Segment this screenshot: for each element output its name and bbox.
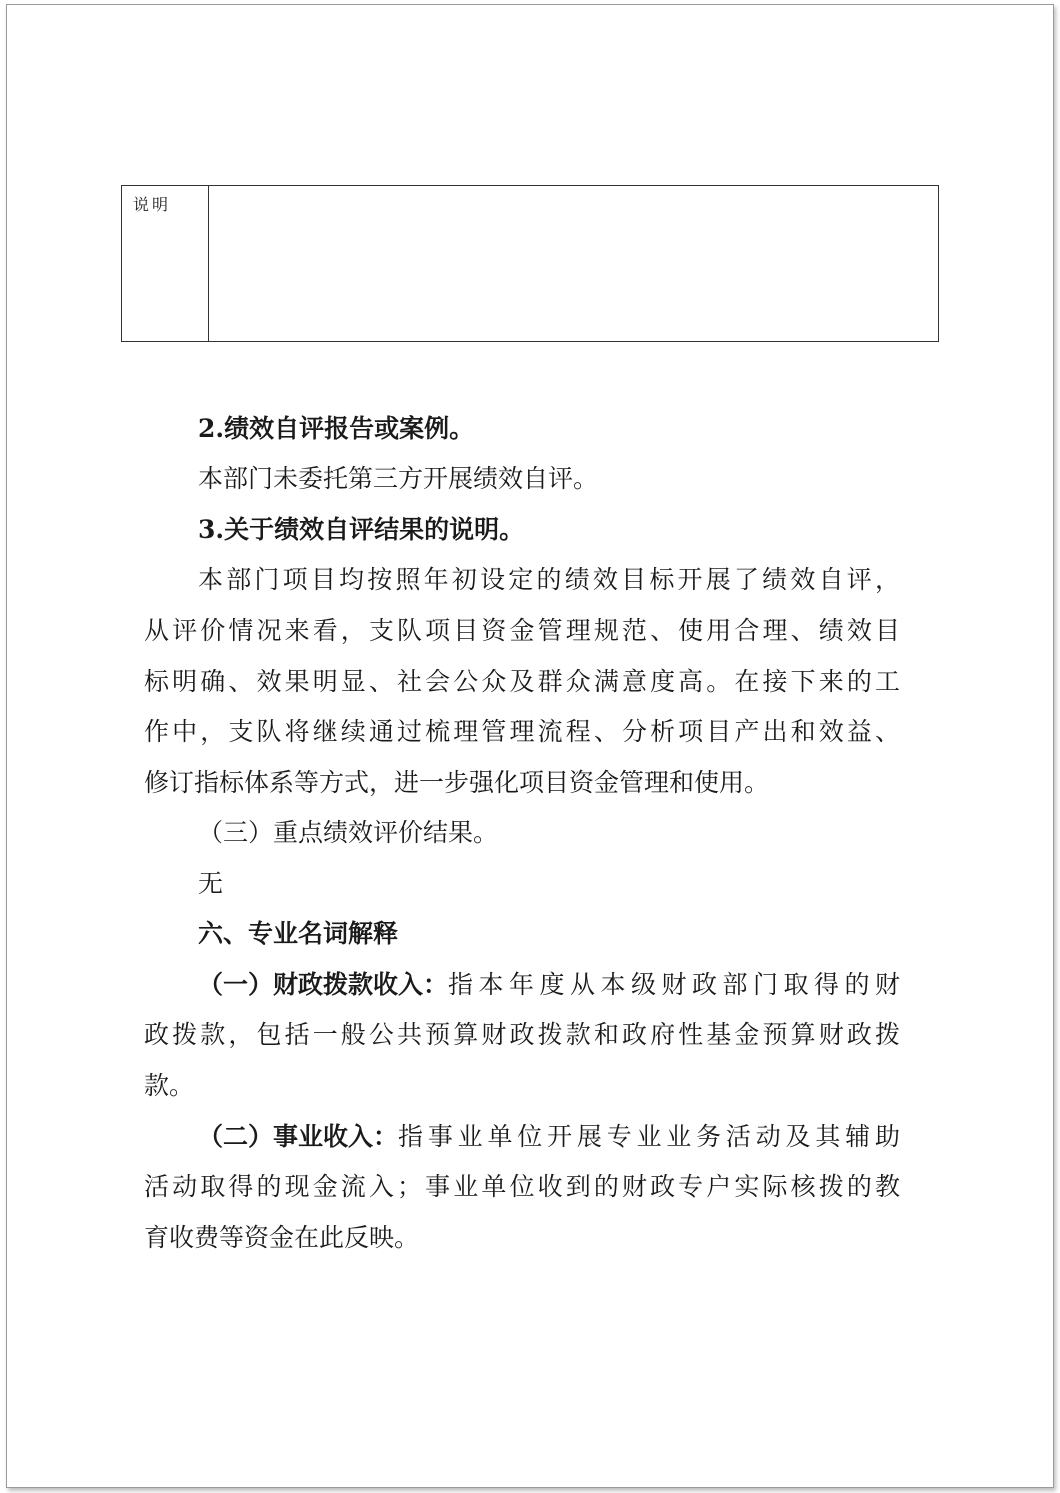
paragraph-results-line-5: 修订指标体系等方式，进一步强化项目资金管理和使用。 (144, 768, 770, 797)
paragraph-no-third-party: 本部门未委托第三方开展绩效自评。 (198, 464, 599, 493)
definition-2-text: 指事业单位开展专业业务活动及其辅助 (398, 1122, 900, 1151)
definition-1-term: （一）财政拨款收入： (198, 970, 449, 999)
heading-performance-report: 2.绩效自评报告或案例。 (198, 414, 475, 443)
paragraph-none: 无 (198, 869, 224, 898)
heading-key-evaluation: （三）重点绩效评价结果。 (198, 818, 499, 847)
paragraph-results-line-4: 作中，支队将继续通过梳理管理流程、分析项目产出和效益、 (144, 717, 900, 746)
paragraph-results-line-1: 本部门项目均按照年初设定的绩效目标开展了绩效自评， (198, 565, 900, 594)
table-column-divider (208, 186, 209, 341)
paragraph-results-line-3: 标明确、效果明显、社会公众及群众满意度高。在接下来的工 (144, 667, 900, 696)
paragraph-results-line-2: 从评价情况来看，支队项目资金管理规范、使用合理、绩效目 (144, 616, 900, 645)
definition-2-term: （二）事业收入： (198, 1122, 399, 1151)
definition-1-line-1 (198, 970, 900, 1000)
heading-glossary: 六、专业名词解释 (198, 919, 399, 948)
table-label: 说明 (133, 195, 172, 214)
definition-1-text: 指本年度从本级财政部门取得的财 (448, 970, 900, 999)
explanation-table (121, 185, 939, 342)
definition-2-line-1 (198, 1122, 900, 1152)
definition-2-line-2: 活动取得的现金流入；事业单位收到的财政专户实际核拨的教 (144, 1172, 900, 1201)
definition-2-line-3: 育收费等资金在此反映。 (144, 1223, 420, 1252)
heading-self-evaluation-results: 3.关于绩效自评结果的说明。 (198, 515, 525, 544)
definition-1-line-2: 政拨款，包括一般公共预算财政拨款和政府性基金预算财政拨 (144, 1020, 900, 1049)
definition-1-line-3: 款。 (144, 1071, 195, 1100)
